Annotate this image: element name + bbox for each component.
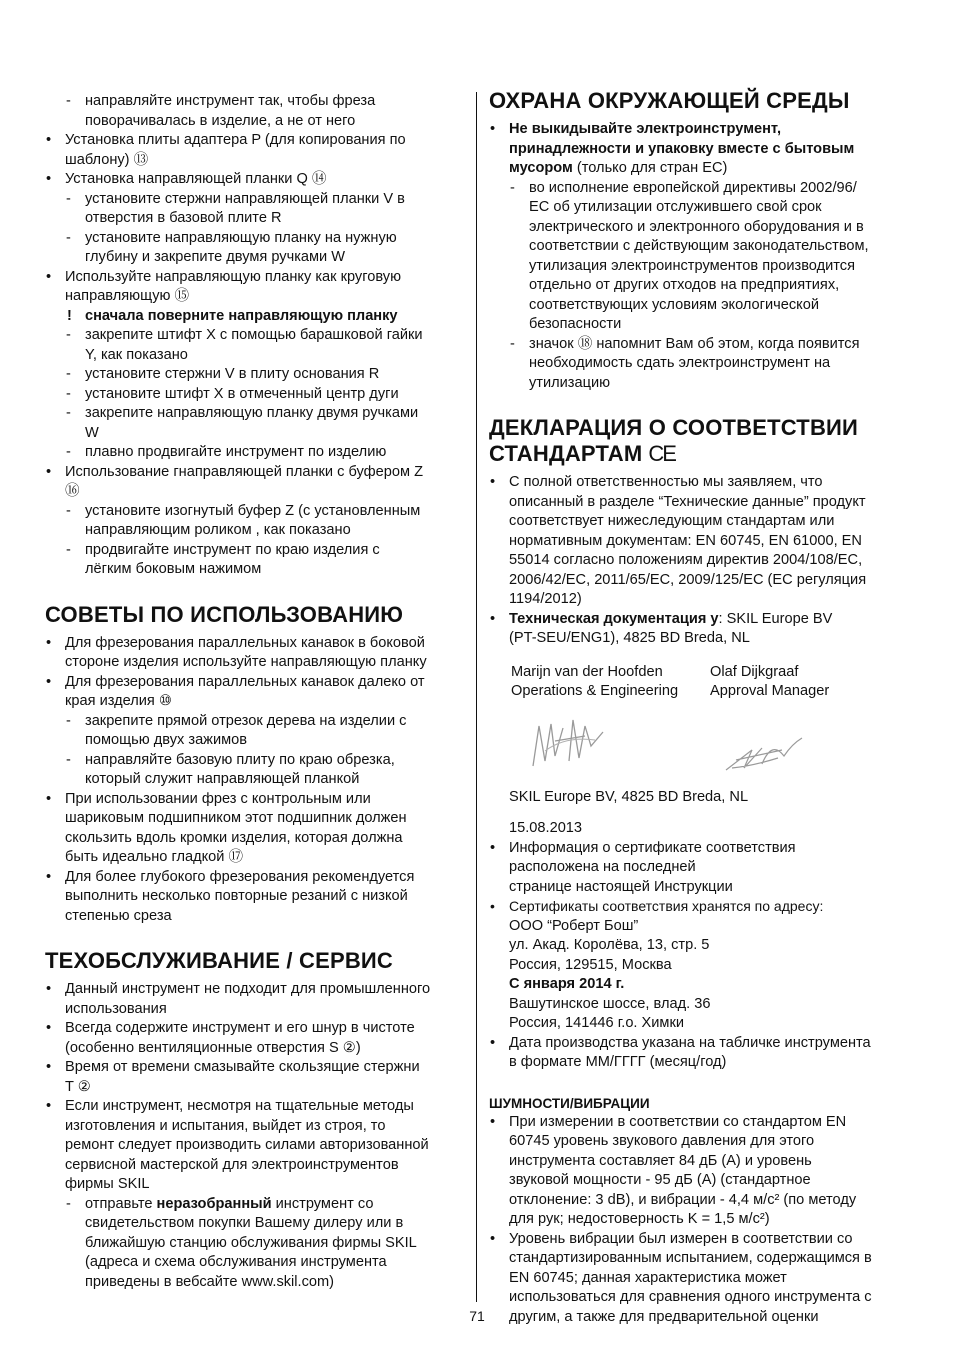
- list-item: странице настоящей Инструкции: [509, 878, 733, 895]
- list-item: T ②: [65, 1078, 91, 1095]
- list-item: нормативным документам: EN 60745, EN 61000, EN: [509, 532, 862, 549]
- list-item: утилизация электроинструментов производится: [529, 257, 855, 274]
- list-item: ⑯: [65, 483, 80, 499]
- list-item: - установите штифт X в отмеченный центр дуги: [45, 385, 467, 405]
- company-address: SKIL Europe BV, 4825 BD Breda, NL: [509, 788, 749, 805]
- environment-list: [489, 179, 909, 394]
- list-item: - отправьте неразобранный инструмент со: [45, 1195, 467, 1215]
- list-item: - плавно продвигайте инструмент по изделию: [45, 443, 467, 463]
- list-item: 55014 согласно положениям директив 2004/108/EC,: [509, 552, 863, 568]
- signatory-role: Operations & Engineering: [511, 683, 679, 699]
- page-number: 71: [469, 1308, 485, 1324]
- list-item: свидетельством покупки Вашему дилеру или в: [85, 1215, 404, 1231]
- list-item: • Для фрезерования параллельных канавок далеко от: [45, 673, 467, 693]
- list-item: который служит направляющей планкой: [85, 771, 360, 787]
- list-item: глубину и закрепите двумя ручками W: [85, 249, 346, 265]
- list-item: - значок ⑱ напомнит Вам об этом, когда появится: [489, 335, 909, 355]
- list-item: ремонт следует производить силами авторизованной: [65, 1137, 429, 1153]
- list-item: принадлежности и упаковку вместе с бытовым: [509, 140, 855, 157]
- list-item: выполнить несколько повторные резаний с низкой: [65, 888, 408, 904]
- storage-since: С января 2014 г.: [509, 976, 625, 992]
- list-item: изготовления и испытания, выйдет из строя, то: [65, 1117, 386, 1134]
- list-item: Вашутинское шоссе, влад. 36: [509, 995, 711, 1012]
- list-item: - направляйте базовую плиту по краю обрезка,: [45, 751, 467, 771]
- list-item: другим, а также для предварительной оценки: [509, 1308, 819, 1325]
- list-item: стандартизированным испытанием, содержащимся в: [509, 1250, 872, 1266]
- production-date-list: [489, 1034, 909, 1073]
- list-item: - установите направляющую планку на нужную: [45, 229, 467, 249]
- list-item: • Установка плиты адаптера P (для копирования по: [45, 131, 467, 151]
- right-column: [489, 88, 909, 1327]
- section-heading-noise: ШУМНОСТИ/ВИБРАЦИИ: [489, 1095, 650, 1111]
- list-item: электрического и электронного оборудования и в: [529, 218, 864, 235]
- list-item: фирмы SKIL: [65, 1176, 150, 1192]
- declaration-date: 15.08.2013: [509, 820, 583, 836]
- section-heading-declaration: ДЕКЛАРАЦИЯ О СООТВЕТСТВИИ СТАНДАРТАМ CE: [489, 415, 859, 466]
- signatories: [489, 663, 909, 788]
- service-list: [45, 980, 467, 1195]
- list-item: края изделия ⑩: [65, 693, 172, 709]
- list-item: направляющим роликом , как показано: [85, 522, 351, 538]
- list-item: (PT-SEU/ENG1), 4825 BD Breda, NL: [509, 630, 750, 646]
- left-column: [45, 92, 467, 1292]
- list-item: • Уровень вибрации был измерен в соответствии со: [489, 1230, 909, 1250]
- list-item: ООО “Роберт Бош”: [509, 917, 639, 934]
- list-item: - закрепите прямой отрезок дерева на изделии с: [45, 712, 467, 732]
- noise-list: [489, 1113, 909, 1328]
- list-item: • Время от времени смазывайте скользящие стержни: [45, 1058, 467, 1078]
- list-item: сервисной мастерской для электроинструментов: [65, 1156, 399, 1173]
- router-guide-instructions: [45, 92, 467, 580]
- list-item: • Не выкидывайте электроинструмент,: [489, 120, 909, 140]
- list-item: (адреса и схема обслуживания инструмента: [85, 1254, 387, 1270]
- list-item: направляющую ⑮: [65, 288, 190, 304]
- list-item: шариковым подшипником этот подшипник должен: [65, 810, 407, 826]
- list-item: • При использовании фрез с контрольным или: [45, 790, 467, 810]
- list-item: расположена на последней: [509, 859, 696, 875]
- storage-address: [489, 917, 909, 976]
- list-item: лёгким боковым нажимом: [85, 561, 262, 577]
- list-item: помощью двух зажимов: [85, 732, 247, 748]
- list-item: Y, как показано: [85, 346, 188, 363]
- list-item: для рук; недостоверность K = 1,5 м/с²): [509, 1211, 770, 1227]
- list-item: описанный в разделе “Технические данные” продукт: [509, 493, 866, 510]
- list-item: утилизацию: [529, 374, 611, 391]
- list-item: отклонение: 3 dB), и вибрации - 4,4 м/с² (по методу: [509, 1191, 857, 1208]
- list-item: безопасности: [529, 316, 622, 332]
- list-item: степенью среза: [65, 907, 172, 924]
- list-item: • Используйте направляющую планку как круговую: [45, 268, 467, 288]
- column-divider: [476, 92, 477, 1302]
- list-item: • С полной ответственностью мы заявляем, что: [489, 473, 909, 493]
- list-item: • Техническая документация у: SKIL Europe BV: [489, 610, 909, 630]
- section-heading-environment: ОХРАНА ОКРУЖАЮЩЕЙ СРЕДЫ: [489, 88, 850, 113]
- signature-image: [710, 702, 909, 788]
- list-item: • Всегда содержите инструмент и его шнур в чистоте: [45, 1019, 467, 1039]
- list-item: использования: [65, 1000, 167, 1017]
- list-item: соответствует нижеследующим стандартам или: [509, 513, 835, 529]
- list-item: в формате ММ/ГГГГ (месяц/год): [509, 1054, 727, 1070]
- list-item: • Для более глубокого фрезерования рекомендуется: [45, 868, 467, 888]
- signatory-role: Approval Manager: [710, 683, 830, 699]
- list-item: быть идеально гладкой ⑰: [65, 849, 244, 865]
- list-item: • Для фрезерования параллельных канавок в боковой: [45, 634, 467, 654]
- list-item: использоваться для сравнения одного инструмента с: [509, 1289, 872, 1305]
- list-item: 2006/42/EC, 2011/65/EC, 2009/125/EC (EC регуляция: [509, 571, 867, 588]
- list-item: • Дата производства указана на табличке инструмента: [489, 1034, 909, 1054]
- list-item: - во исполнение европейской директивы 2002/96/: [489, 179, 909, 199]
- signatory-name: Olaf Dijkgraaf: [710, 663, 799, 680]
- list-item: скользить вдоль кромки изделия, которая должна: [65, 829, 403, 846]
- list-item: соответствующих условиям экологической: [529, 296, 819, 313]
- list-item: ЕС об утилизации отслужившего свой срок: [529, 199, 822, 215]
- declaration-list: [489, 473, 909, 610]
- list-item: приведены в вебсайте www.skil.com): [85, 1273, 335, 1290]
- list-item: - закрепите направляющую планку двумя ручками: [45, 404, 467, 424]
- list-item: поворачивалась в изделие, а не от него: [85, 112, 356, 129]
- certificate-info-list: [489, 839, 909, 898]
- section-heading-service: ТЕХОБСЛУЖИВАНИЕ / СЕРВИС: [45, 948, 394, 973]
- list-item: • При измерении в соответствии со стандартом EN: [489, 1113, 909, 1133]
- list-item: необходимость сдать электроинструмент на: [529, 355, 831, 371]
- list-item: стороне изделия используйте направляющую планку: [65, 654, 427, 670]
- list-item: • Данный инструмент не подходит для промышленного: [45, 980, 467, 1000]
- list-item: соответствии с действующим законодательством,: [529, 238, 869, 254]
- signatory-name: Marijn van der Hoofden: [511, 663, 663, 680]
- list-item: инструмента составляет 84 дБ (A) и уровень: [509, 1152, 812, 1169]
- list-item: (особенно вентиляционные отверстия S ②): [65, 1039, 361, 1056]
- list-item: мусором (только для стран ЕС): [509, 160, 728, 176]
- list-item: • Информация о сертификате соответствия: [489, 839, 909, 859]
- service-continued: [45, 1214, 467, 1292]
- usage-tips-list: [45, 634, 467, 927]
- list-item: звуковой мощности - 95 дБ (A) (стандартное: [509, 1172, 811, 1188]
- list-item: W: [85, 424, 99, 441]
- list-item: 1194/2012): [509, 591, 582, 607]
- list-item: отверстия в базовой плите R: [85, 210, 282, 226]
- list-item: • Сертификаты соответствия хранятся по адресу:: [489, 897, 909, 917]
- list-item: Россия, 129515, Москва: [509, 956, 672, 973]
- signature-image: [511, 702, 710, 788]
- list-item: EN 60745; данная характеристика может: [509, 1269, 787, 1286]
- list-item: - установите изогнутый буфер Z (с установленным: [45, 502, 467, 522]
- list-item: • Установка направляющей планки Q ⑭: [45, 170, 467, 190]
- list-item: • Использование гнаправляющей планки с буфером Z: [45, 463, 467, 483]
- list-item: - закрепите штифт X с помощью барашковой гайки: [45, 326, 467, 346]
- list-item: - установите стержни направляющей планки V в: [45, 190, 467, 210]
- list-item: - направляйте инструмент так, чтобы фреза: [45, 92, 467, 112]
- section-heading-tips: СОВЕТЫ ПО ИСПОЛЬЗОВАНИЮ: [45, 601, 404, 627]
- list-item: 60745 уровень звукового давления для этого: [509, 1133, 815, 1149]
- list-item: шаблону) ⑬: [65, 151, 149, 168]
- list-item: ! сначала поверните направляющую планку: [45, 307, 467, 327]
- storage-address-new: [489, 995, 909, 1034]
- list-item: Россия, 141446 г.о. Химки: [509, 1015, 684, 1031]
- list-item: - продвигайте инструмент по краю изделия с: [45, 541, 467, 561]
- list-item: - установите стержни V в плиту основания R: [45, 365, 467, 385]
- list-item: ближайшую станцию обслуживания фирмы SKIL: [85, 1234, 417, 1251]
- ce-mark: CE: [648, 441, 675, 466]
- list-item: ул. Акад. Королёва, 13, стр. 5: [509, 937, 710, 953]
- list-item: • Если инструмент, несмотря на тщательные методы: [45, 1097, 467, 1117]
- list-item: отдельно от других отходов на предприятиях,: [529, 277, 840, 293]
